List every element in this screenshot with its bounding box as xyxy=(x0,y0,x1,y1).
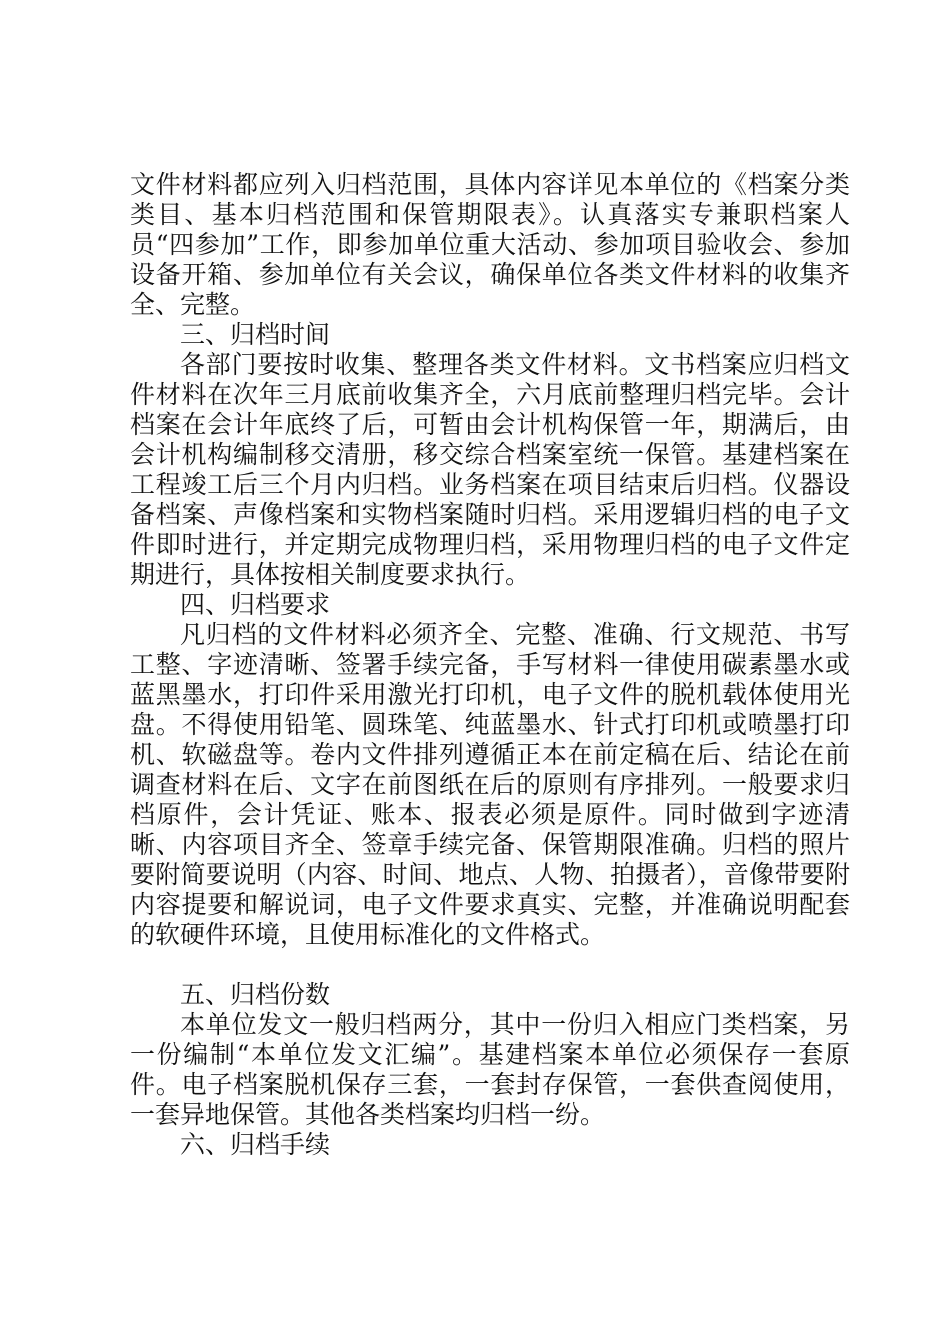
paragraph-archiving-time: 各部门要按时收集、整理各类文件材料。文书档案应归档文件材料在次年三月底前收集齐全，六月底前整理归档完毕。会计档案在会计年底终了后，可暂由会计机构保管一年，期满后，由会计机构编制移交清册，移交综合档案室统一保管。基建档案在工程竣工后三个月内归档。业务档案在项目结束后归档。仪器设备档案、声像档案和实物档案随时归档。采用逻辑归档的电子文件即时进行，并定期完成物理归档，采用物理归档的电子文件定期进行，具体按相关制度要求执行。 xyxy=(130,350,850,589)
paragraph-archiving-requirements: 凡归档的文件材料必须齐全、完整、准确、行文规范、书写工整、字迹清晰、签署手续完备，手写材料一律使用碳素墨水或蓝黑墨水，打印件采用激光打印机，电子文件的脱机载体使用光盘。不得使用铅笔、圆珠笔、纯蓝墨水、针式打印机或喷墨打印机、软磁盘等。卷内文件排列遵循正本在前定稿在后、结论在前调查材料在后、文字在前图纸在后的原则有序排列。一般要求归档原件，会计凭证、账本、报表必须是原件。同时做到字迹清晰、内容项目齐全、签章手续完备、保管期限准确。归档的照片要附简要说明（内容、时间、地点、人物、拍摄者），音像带要附内容提要和解说词，电子文件要求真实、完整，并准确说明配套的软硬件环境，且使用标准化的文件格式。 xyxy=(130,620,850,949)
paragraph-scope-continuation: 文件材料都应列入归档范围，具体内容详见本单位的《档案分类类目、基本归档范围和保管期限表》。认真落实专兼职档案人员“四参加”工作，即参加单位重大活动、参加项目验收会、参加设备开箱、参加单位有关会议，确保单位各类文件材料的收集齐全、完整。 xyxy=(130,170,850,319)
paragraph-gap xyxy=(130,950,850,980)
section-heading-archiving-time: 三、归档时间 xyxy=(180,320,331,349)
section-heading-archiving-copies: 五、归档份数 xyxy=(180,980,331,1009)
section-heading-archiving-procedures: 六、归档手续 xyxy=(180,1130,331,1159)
document-body xyxy=(130,170,850,1160)
section-heading-archiving-requirements: 四、归档要求 xyxy=(180,590,331,619)
paragraph-archiving-copies: 本单位发文一般归档两分，其中一份归入相应门类档案，另一份编制“本单位发文汇编”。基建档案本单位必须保存一套原件。电子档案脱机保存三套，一套封存保管，一套供查阅使用，一套异地保管。其他各类档案均归档一纷。 xyxy=(130,1010,850,1129)
